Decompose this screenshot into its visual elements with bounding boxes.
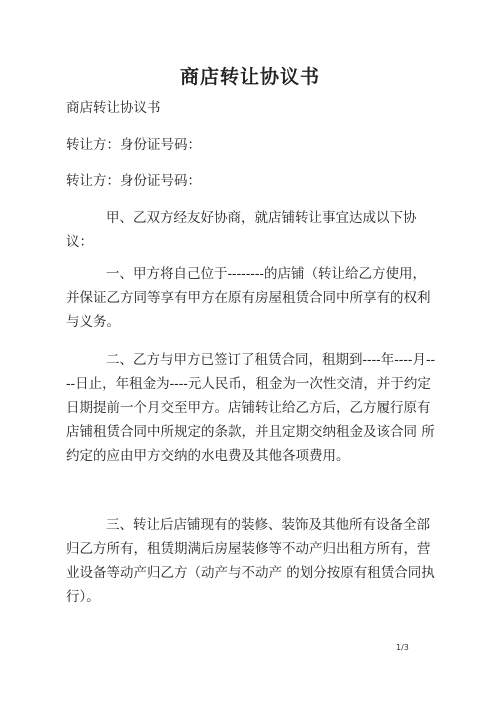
transferor-id-line: 转让方：身份证号码： xyxy=(66,137,201,153)
document-title: 商店转让协议书 xyxy=(179,66,320,88)
intro-paragraph-text: 甲、乙双方经友好协商，就店铺转让事宜达成以下协议： xyxy=(66,210,417,250)
page-number: 1/3 xyxy=(396,643,409,652)
clause-1-text: 一、甲方将自己位于--------的店铺（转让给乙方使用，并保证乙方同等享有甲方在原有房屋租赁合同中所享有的权利与义务。 xyxy=(66,266,431,330)
clause-1-paragraph xyxy=(66,262,438,334)
intro-paragraph xyxy=(66,206,438,254)
transferor-id-line-2: 转让方：身份证号码： xyxy=(66,173,201,189)
document-subtitle: 商店转让协议书 xyxy=(66,100,161,116)
clause-2-paragraph xyxy=(66,348,438,468)
clause-3-paragraph xyxy=(66,513,438,609)
clause-3-text: 三、转让后店铺现有的装修、装饰及其他所有设备全部归乙方所有，租赁期满后房屋装修等不动产归出租方所有，营业设备等动产归乙方（动产与不动产 的划分按原有租赁合同执行）。 xyxy=(66,517,435,605)
clause-2-text: 二、乙方与甲方已签订了租赁合同，租期到----年----月----日止，年租金为----元人民币，租金为一次性交清，并于约定日期提前一个月交至甲方。店铺转让给乙方后，乙方履行原有店铺租赁合同中所规定的条款，并且定期交纳租金及该合同 所约定的应由甲方交纳的水电费及其他各项费用。 xyxy=(66,352,436,464)
